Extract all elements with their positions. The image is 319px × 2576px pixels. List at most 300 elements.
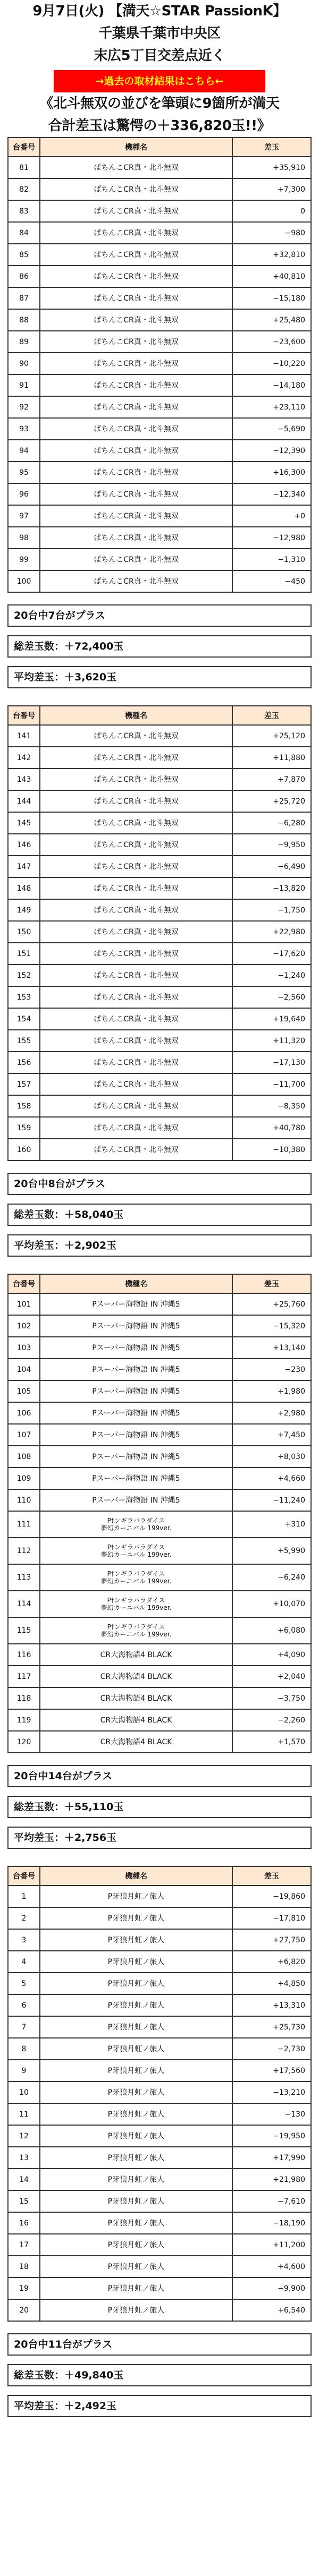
diff-value: 0 <box>232 200 311 222</box>
model-name <box>40 943 232 965</box>
model-name-text: ぱちんこCR真・北斗無双 <box>94 468 179 477</box>
header-machine-no: 台番号 <box>8 138 40 157</box>
machine-no: 17 <box>8 2234 40 2256</box>
model-name <box>40 2278 232 2299</box>
machine-no: 147 <box>8 856 40 877</box>
table-row <box>8 877 311 899</box>
model-name <box>40 769 232 790</box>
table-row <box>8 353 311 374</box>
headline-line-1: 《北斗無双の並びを筆頭に9箇所が満天 <box>39 96 280 112</box>
model-name-text: ぱちんこCR真・北斗無双 <box>94 1080 179 1089</box>
model-name-text: Pスーパー海物語 IN 沖縄5 <box>92 1430 180 1439</box>
results-table <box>7 1274 312 1753</box>
table-row <box>8 483 311 505</box>
table-row <box>8 812 311 834</box>
model-name <box>40 1139 232 1161</box>
table-row <box>8 1709 311 1731</box>
model-name-text: ぱちんこCR真・北斗無双 <box>94 533 179 542</box>
model-name <box>40 1073 232 1095</box>
results-table <box>7 1866 312 2322</box>
model-name-text: P牙狼月虹ノ旅人 <box>107 2131 165 2140</box>
diff-value: −450 <box>232 570 311 592</box>
model-name-text: ぱちんこCR真・北斗無双 <box>94 818 179 828</box>
model-name-text: P牙狼月虹ノ旅人 <box>107 2110 165 2119</box>
diff-value: −2,560 <box>232 986 311 1008</box>
table-row <box>8 1095 311 1117</box>
model-name-text: P†ンギラパラダイス 夢幻カーニバル 199ver. <box>100 1596 172 1611</box>
model-name-text: CR大海物語4 BLACK <box>100 1650 172 1659</box>
model-name <box>40 877 232 899</box>
model-name <box>40 222 232 244</box>
machine-no: 101 <box>8 1293 40 1315</box>
table-row <box>8 440 311 462</box>
machine-no: 7 <box>8 2016 40 2038</box>
diff-value: +7,870 <box>232 769 311 790</box>
model-name-text: Pスーパー海物語 IN 沖縄5 <box>92 1409 180 1418</box>
model-name <box>40 790 232 812</box>
diff-value: +2,040 <box>232 1666 311 1687</box>
table-row <box>8 418 311 440</box>
model-name <box>40 1886 232 1907</box>
table-row <box>8 200 311 222</box>
model-name-text: ぱちんこCR真・北斗無双 <box>94 446 179 455</box>
diff-value: +2,980 <box>232 1402 311 1424</box>
diff-value: +21,980 <box>232 2169 311 2190</box>
diff-value: +310 <box>232 1511 311 1538</box>
model-name-text: P†ンギラパラダイス 夢幻カーニバル 199ver. <box>100 1516 172 1532</box>
model-name <box>40 1617 232 1644</box>
model-name <box>40 374 232 396</box>
model-name <box>40 418 232 440</box>
diff-value: −130 <box>232 2103 311 2125</box>
model-name <box>40 747 232 769</box>
table-row <box>8 157 311 178</box>
diff-value: +40,810 <box>232 266 311 287</box>
machine-no: 107 <box>8 1424 40 1446</box>
diff-value: −1,310 <box>232 549 311 570</box>
diff-value: +4,090 <box>232 1644 311 1666</box>
machine-no: 118 <box>8 1687 40 1709</box>
model-name <box>40 178 232 200</box>
machine-no: 119 <box>8 1709 40 1731</box>
plus-count-summary: 20台中11台がプラス <box>7 2333 312 2356</box>
table-row <box>8 2212 311 2234</box>
model-name <box>40 1591 232 1617</box>
header-machine-no: 台番号 <box>8 1866 40 1886</box>
machine-no: 98 <box>8 527 40 549</box>
machine-no: 92 <box>8 396 40 418</box>
model-name <box>40 1468 232 1489</box>
machine-no: 105 <box>8 1380 40 1402</box>
machine-no: 15 <box>8 2190 40 2212</box>
table-row <box>8 1468 311 1489</box>
diff-value: +7,450 <box>232 1424 311 1446</box>
table-header-row <box>8 1274 311 1293</box>
plus-count-summary: 20台中14台がプラス <box>7 1765 312 1787</box>
table-row <box>8 1687 311 1709</box>
machine-no: 14 <box>8 2169 40 2190</box>
table-row <box>8 244 311 266</box>
machine-no: 149 <box>8 899 40 921</box>
machine-no: 11 <box>8 2103 40 2125</box>
model-name-text: Pスーパー海物語 IN 沖縄5 <box>92 1474 180 1483</box>
machine-no: 159 <box>8 1117 40 1139</box>
diff-value: −3,750 <box>232 1687 311 1709</box>
machine-no: 141 <box>8 725 40 747</box>
table-row <box>8 178 311 200</box>
average-diff-summary: 平均差玉：＋2,492玉 <box>7 2395 312 2417</box>
diff-value: −18,190 <box>232 2212 311 2234</box>
model-name <box>40 2190 232 2212</box>
machine-no: 99 <box>8 549 40 570</box>
machine-no: 146 <box>8 834 40 856</box>
model-name <box>40 1644 232 1666</box>
machine-no: 88 <box>8 309 40 331</box>
table-row <box>8 1564 311 1591</box>
total-diff-summary: 総差玉数：＋72,400玉 <box>7 635 312 658</box>
machine-no: 5 <box>8 1973 40 1994</box>
machine-no: 114 <box>8 1591 40 1617</box>
diff-value: −11,700 <box>232 1073 311 1095</box>
diff-value: +16,300 <box>232 462 311 483</box>
model-name <box>40 2103 232 2125</box>
diff-value: +4,600 <box>232 2256 311 2278</box>
table-row <box>8 374 311 396</box>
model-name-text: ぱちんこCR真・北斗無双 <box>94 228 179 237</box>
diff-value: +6,540 <box>232 2299 311 2321</box>
table-row <box>8 309 311 331</box>
diff-value: +7,300 <box>232 178 311 200</box>
model-name <box>40 505 232 527</box>
diff-value: +11,200 <box>232 2234 311 2256</box>
model-name-text: P牙狼月虹ノ旅人 <box>107 2175 165 2184</box>
diff-value: −17,130 <box>232 1052 311 1073</box>
machine-no: 82 <box>8 178 40 200</box>
model-name-text: ぱちんこCR真・北斗無双 <box>94 1145 179 1154</box>
model-name <box>40 1666 232 1687</box>
machine-no: 20 <box>8 2299 40 2321</box>
machine-no: 86 <box>8 266 40 287</box>
table-row <box>8 1073 311 1095</box>
model-name <box>40 1973 232 1994</box>
machine-no: 148 <box>8 877 40 899</box>
model-name-text: P牙狼月虹ノ旅人 <box>107 1957 165 1966</box>
machine-no: 115 <box>8 1617 40 1644</box>
model-name-text: P牙狼月虹ノ旅人 <box>107 2001 165 2010</box>
machine-no: 84 <box>8 222 40 244</box>
machine-no: 8 <box>8 2038 40 2060</box>
table-row <box>8 2060 311 2082</box>
diff-value: −19,860 <box>232 1886 311 1907</box>
machine-no: 18 <box>8 2256 40 2278</box>
model-name <box>40 1538 232 1564</box>
table-row <box>8 986 311 1008</box>
model-name-text: P牙狼月虹ノ旅人 <box>107 2306 165 2315</box>
model-name <box>40 1095 232 1117</box>
machine-no: 12 <box>8 2125 40 2147</box>
model-name <box>40 287 232 309</box>
plus-count-summary: 20台中7台がプラス <box>7 604 312 627</box>
model-name <box>40 462 232 483</box>
header-model: 機種名 <box>40 1274 232 1293</box>
total-diff-summary: 総差玉数：＋55,110玉 <box>7 1796 312 1818</box>
model-name <box>40 1293 232 1315</box>
machine-no: 150 <box>8 921 40 943</box>
model-name-text: ぱちんこCR真・北斗無双 <box>94 272 179 281</box>
table-row <box>8 1293 311 1315</box>
diff-value: −14,180 <box>232 374 311 396</box>
model-name <box>40 157 232 178</box>
model-name <box>40 1951 232 1973</box>
model-name-text: Pスーパー海物語 IN 沖縄5 <box>92 1300 180 1309</box>
diff-value: −6,240 <box>232 1564 311 1591</box>
model-name-text: P牙狼月虹ノ旅人 <box>107 1892 165 1901</box>
model-name-text: P牙狼月虹ノ旅人 <box>107 2088 165 2097</box>
diff-value: +25,720 <box>232 790 311 812</box>
diff-value: −12,340 <box>232 483 311 505</box>
table-row <box>8 899 311 921</box>
past-results-link[interactable]: →過去の取材結果はこちら← <box>54 70 265 92</box>
average-diff-summary: 平均差玉：＋2,756玉 <box>7 1827 312 1849</box>
model-name <box>40 986 232 1008</box>
machine-no: 19 <box>8 2278 40 2299</box>
table-row <box>8 527 311 549</box>
model-name <box>40 1424 232 1446</box>
machine-no: 158 <box>8 1095 40 1117</box>
model-name-text: Pスーパー海物語 IN 沖縄5 <box>92 1365 180 1374</box>
table-row <box>8 1008 311 1030</box>
store-landmark: 末広5丁目交差点近く <box>94 48 225 64</box>
model-name-text: ぱちんこCR真・北斗無双 <box>94 185 179 194</box>
machine-no: 113 <box>8 1564 40 1591</box>
model-name <box>40 1731 232 1753</box>
machine-no: 97 <box>8 505 40 527</box>
machine-no: 91 <box>8 374 40 396</box>
machine-no: 3 <box>8 1929 40 1951</box>
table-header-row <box>8 138 311 157</box>
diff-value: −10,220 <box>232 353 311 374</box>
table-row <box>8 222 311 244</box>
model-name-text: P牙狼月虹ノ旅人 <box>107 1979 165 1988</box>
diff-value: +27,750 <box>232 1929 311 1951</box>
model-name <box>40 2169 232 2190</box>
model-name <box>40 353 232 374</box>
model-name-text: ぱちんこCR真・北斗無双 <box>94 1102 179 1111</box>
model-name-text: Pスーパー海物語 IN 沖縄5 <box>92 1496 180 1505</box>
diff-value: +13,140 <box>232 1337 311 1359</box>
diff-value: −13,210 <box>232 2082 311 2103</box>
table-row <box>8 2234 311 2256</box>
header-model: 機種名 <box>40 706 232 725</box>
diff-value: +6,080 <box>232 1617 311 1644</box>
model-name-text: P†ンギラパラダイス 夢幻カーニバル 199ver. <box>100 1623 172 1638</box>
table-row <box>8 331 311 353</box>
model-name <box>40 725 232 747</box>
machine-no: 104 <box>8 1359 40 1380</box>
table-row <box>8 2147 311 2169</box>
machine-no: 116 <box>8 1644 40 1666</box>
model-name <box>40 1359 232 1380</box>
diff-value: +19,640 <box>232 1008 311 1030</box>
model-name-text: P牙狼月虹ノ旅人 <box>107 2197 165 2206</box>
model-name <box>40 834 232 856</box>
machine-no: 151 <box>8 943 40 965</box>
table-row <box>8 1666 311 1687</box>
model-name-text: CR大海物語4 BLACK <box>100 1716 172 1725</box>
machine-no: 144 <box>8 790 40 812</box>
table-row <box>8 2278 311 2299</box>
machine-no: 145 <box>8 812 40 834</box>
diff-value: +10,070 <box>232 1591 311 1617</box>
model-name <box>40 1929 232 1951</box>
article-header <box>0 0 319 137</box>
model-name-text: ぱちんこCR真・北斗無双 <box>94 424 179 433</box>
machine-no: 152 <box>8 965 40 986</box>
model-name <box>40 1315 232 1337</box>
machine-no: 157 <box>8 1073 40 1095</box>
machine-no: 89 <box>8 331 40 353</box>
diff-value: +17,990 <box>232 2147 311 2169</box>
diff-value: +4,850 <box>232 1973 311 1994</box>
model-name-text: Pスーパー海物語 IN 沖縄5 <box>92 1452 180 1461</box>
table-row <box>8 505 311 527</box>
machine-no: 16 <box>8 2212 40 2234</box>
model-name <box>40 921 232 943</box>
model-name-text: ぱちんこCR真・北斗無双 <box>94 1058 179 1067</box>
diff-value: −9,950 <box>232 834 311 856</box>
diff-value: +23,110 <box>232 396 311 418</box>
model-name <box>40 527 232 549</box>
table-row <box>8 2169 311 2190</box>
table-row <box>8 856 311 877</box>
table-row <box>8 1030 311 1052</box>
table-row <box>8 1994 311 2016</box>
diff-value: −19,950 <box>232 2125 311 2147</box>
model-name <box>40 812 232 834</box>
table-row <box>8 965 311 986</box>
model-name <box>40 2147 232 2169</box>
table-row <box>8 725 311 747</box>
model-name-text: P牙狼月虹ノ旅人 <box>107 2240 165 2249</box>
plus-count-summary: 20台中8台がプラス <box>7 1173 312 1195</box>
machine-no: 87 <box>8 287 40 309</box>
diff-value: −15,320 <box>232 1315 311 1337</box>
model-name-text: ぱちんこCR真・北斗無双 <box>94 250 179 259</box>
model-name <box>40 2256 232 2278</box>
model-name-text: ぱちんこCR真・北斗無双 <box>94 337 179 346</box>
table-row <box>8 790 311 812</box>
model-name-text: ぱちんこCR真・北斗無双 <box>94 797 179 806</box>
diff-value: −7,610 <box>232 2190 311 2212</box>
results-table <box>7 705 312 1161</box>
model-name <box>40 899 232 921</box>
table-row <box>8 2082 311 2103</box>
diff-value: +25,760 <box>232 1293 311 1315</box>
model-name-text: ぱちんこCR真・北斗無双 <box>94 993 179 1002</box>
diff-value: +17,560 <box>232 2060 311 2082</box>
model-name <box>40 396 232 418</box>
header-machine-no: 台番号 <box>8 1274 40 1293</box>
machine-no: 13 <box>8 2147 40 2169</box>
diff-value: −5,690 <box>232 418 311 440</box>
average-diff-summary: 平均差玉：＋3,620玉 <box>7 666 312 688</box>
machine-no: 109 <box>8 1468 40 1489</box>
machine-no: 142 <box>8 747 40 769</box>
model-name <box>40 549 232 570</box>
diff-value: +22,980 <box>232 921 311 943</box>
machine-no: 90 <box>8 353 40 374</box>
diff-value: +25,730 <box>232 2016 311 2038</box>
model-name-text: ぱちんこCR真・北斗無双 <box>94 753 179 762</box>
model-name <box>40 570 232 592</box>
model-name <box>40 2082 232 2103</box>
machine-no: 10 <box>8 2082 40 2103</box>
diff-value: −17,620 <box>232 943 311 965</box>
model-name-text: P牙狼月虹ノ旅人 <box>107 1935 165 1944</box>
header-diff: 差玉 <box>232 706 311 725</box>
model-name <box>40 2212 232 2234</box>
model-name <box>40 1564 232 1591</box>
model-name-text: ぱちんこCR真・北斗無双 <box>94 884 179 893</box>
model-name <box>40 200 232 222</box>
model-name-text: P牙狼月虹ノ旅人 <box>107 2044 165 2053</box>
machine-no: 6 <box>8 1994 40 2016</box>
table-row <box>8 549 311 570</box>
table-row <box>8 1139 311 1161</box>
table-row <box>8 1424 311 1446</box>
table-row <box>8 2103 311 2125</box>
table-row <box>8 943 311 965</box>
diff-value: −12,980 <box>232 527 311 549</box>
model-name-text: ぱちんこCR真・北斗無双 <box>94 163 179 172</box>
machine-no: 156 <box>8 1052 40 1073</box>
model-name <box>40 1052 232 1073</box>
model-name-text: ぱちんこCR真・北斗無双 <box>94 403 179 412</box>
table-row <box>8 1644 311 1666</box>
model-name <box>40 1446 232 1468</box>
model-name-text: Pスーパー海物語 IN 沖縄5 <box>92 1343 180 1352</box>
model-name <box>40 440 232 462</box>
header-diff: 差玉 <box>232 1866 311 1886</box>
machine-no: 103 <box>8 1337 40 1359</box>
diff-value: −9,900 <box>232 2278 311 2299</box>
table-row <box>8 2299 311 2321</box>
model-name-text: ぱちんこCR真・北斗無双 <box>94 294 179 303</box>
model-name <box>40 965 232 986</box>
diff-value: +1,570 <box>232 1731 311 1753</box>
table-row <box>8 1538 311 1564</box>
diff-value: −11,240 <box>232 1489 311 1511</box>
model-name <box>40 1008 232 1030</box>
table-row <box>8 1591 311 1617</box>
model-name-text: P†ンギラパラダイス 夢幻カーニバル 199ver. <box>100 1543 172 1558</box>
model-name-text: P牙狼月虹ノ旅人 <box>107 1914 165 1923</box>
diff-value: +6,820 <box>232 1951 311 1973</box>
machine-no: 94 <box>8 440 40 462</box>
table-row <box>8 1489 311 1511</box>
table-row <box>8 1511 311 1538</box>
model-name-text: ぱちんこCR真・北斗無双 <box>94 971 179 980</box>
model-name <box>40 1687 232 1709</box>
header-diff: 差玉 <box>232 138 311 157</box>
machine-no: 1 <box>8 1886 40 1907</box>
model-name-text: P牙狼月虹ノ旅人 <box>107 2023 165 2032</box>
model-name-text: P牙狼月虹ノ旅人 <box>107 2262 165 2271</box>
model-name-text: P牙狼月虹ノ旅人 <box>107 2153 165 2162</box>
model-name <box>40 1489 232 1511</box>
total-diff-summary: 総差玉数：＋58,040玉 <box>7 1204 312 1226</box>
model-name-text: ぱちんこCR真・北斗無双 <box>94 927 179 936</box>
